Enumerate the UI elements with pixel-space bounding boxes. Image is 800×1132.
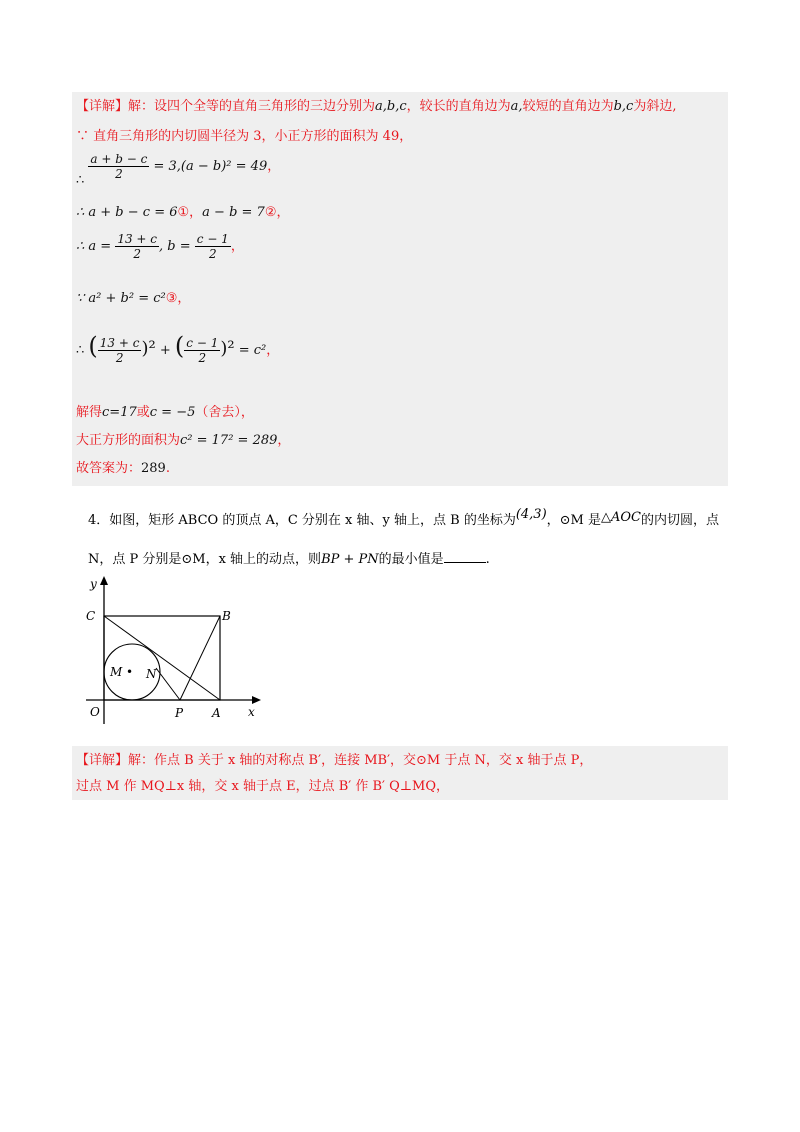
equation-2: a − b = 7 bbox=[202, 205, 265, 220]
solution-line-7 bbox=[76, 332, 280, 365]
answer-value: 289 bbox=[141, 461, 166, 476]
line-np bbox=[156, 668, 180, 700]
text: 为斜边, bbox=[633, 99, 677, 114]
text: 4．如图，矩形 ABCO 的顶点 A，C 分别在 x 轴、y 轴上，点 B 的坐标为 bbox=[88, 513, 516, 528]
text: ，较长的直角边为 bbox=[406, 99, 511, 114]
fraction-num: 13 + c bbox=[99, 336, 140, 350]
comma: ， bbox=[230, 239, 244, 254]
question-line-2 bbox=[88, 550, 490, 569]
circled-1: ① bbox=[177, 205, 190, 220]
equation: = c² bbox=[238, 343, 267, 358]
math-b: b, bbox=[613, 99, 627, 114]
fraction-den: 2 bbox=[115, 351, 124, 365]
comma: ， bbox=[177, 291, 191, 306]
circled-3: ③ bbox=[165, 291, 178, 306]
text: 的内切圆，点 bbox=[641, 513, 720, 528]
solution-line-8 bbox=[76, 404, 254, 422]
solution-line-10 bbox=[76, 460, 170, 478]
text: 大正方形的面积为 bbox=[76, 433, 181, 448]
math-a: a, bbox=[510, 99, 523, 114]
fraction-den: 2 bbox=[208, 247, 217, 261]
coords: (4,3) bbox=[515, 507, 547, 522]
label-c: C bbox=[86, 609, 96, 623]
fraction-num: c − 1 bbox=[186, 336, 219, 350]
solution2-line-2: 过点 M 作 MQ⊥x 轴，交 x 轴于点 E，过点 B′ 作 B′ Q⊥MQ， bbox=[76, 779, 449, 794]
equation: c² = 17² = 289 bbox=[180, 433, 278, 448]
equation: = 3,(a − b)² = 49 bbox=[153, 159, 268, 174]
triangle: △AOC bbox=[601, 510, 641, 525]
label-a: A bbox=[212, 706, 221, 720]
text: 解：设四个全等的直角三角形的三边分别为 bbox=[128, 99, 376, 114]
solution-line-1 bbox=[76, 98, 676, 116]
y-axis-arrow bbox=[100, 576, 108, 585]
equation-1: ∴ a + b − c = 6 bbox=[76, 205, 178, 220]
solution-line-2: ∵ 直角三角形的内切圆半径为 3，小正方形的面积为 49， bbox=[76, 129, 413, 144]
solution-block bbox=[72, 92, 728, 486]
text: . bbox=[485, 552, 490, 567]
text: （舍去） bbox=[195, 405, 241, 420]
paren-close: )² bbox=[141, 338, 156, 359]
therefore-symbol: ∴ bbox=[76, 343, 85, 358]
fraction-2 bbox=[184, 336, 220, 365]
solution2-line-1 bbox=[76, 752, 592, 770]
equation-mid: , b = bbox=[159, 239, 191, 254]
text: ， bbox=[277, 433, 291, 448]
equation-start: ∴ a = bbox=[76, 239, 112, 254]
label-n: N bbox=[146, 667, 157, 681]
label-y: y bbox=[90, 577, 97, 591]
fraction-den: 2 bbox=[198, 351, 207, 365]
fraction-1 bbox=[98, 336, 142, 365]
label-x: x bbox=[248, 705, 255, 719]
solution-block-2 bbox=[72, 746, 728, 800]
solution-line-4 bbox=[76, 204, 290, 222]
text: ， bbox=[240, 405, 254, 420]
solution-line-5 bbox=[76, 232, 244, 261]
paren-open: ( bbox=[174, 332, 185, 360]
equation: ∵ a² + b² = c² bbox=[76, 291, 166, 306]
fraction-num: 13 + c bbox=[117, 232, 158, 246]
text: 较短的直角边为 bbox=[522, 99, 614, 114]
expression: BP + PN bbox=[321, 552, 379, 567]
label-p: P bbox=[175, 706, 184, 720]
label-o: O bbox=[90, 705, 100, 719]
question-line-1 bbox=[88, 506, 719, 530]
x-axis-arrow bbox=[252, 696, 261, 704]
solution-line-9 bbox=[76, 432, 290, 450]
text: 或 bbox=[136, 405, 150, 420]
text: 解：作点 B 关于 x 轴的对称点 B′，连接 MB′，交⊙M 于点 N，交 x 轴于点 P， bbox=[128, 753, 593, 768]
text: 解得 bbox=[76, 405, 103, 420]
plus-sign: + bbox=[159, 343, 171, 358]
comma: ， bbox=[267, 159, 281, 174]
text: N，点 P 分别是⊙M，x 轴上的动点，则 bbox=[88, 552, 322, 567]
paren-close: )² bbox=[220, 338, 235, 359]
equation-2: c = −5 bbox=[149, 405, 196, 420]
fraction-num: c − 1 bbox=[196, 232, 229, 246]
text: ，⊙M 是 bbox=[546, 513, 601, 528]
math-c: c bbox=[626, 99, 634, 114]
fraction-den: 2 bbox=[115, 167, 123, 181]
comma: ， bbox=[266, 343, 280, 358]
solution-line-3 bbox=[76, 152, 280, 190]
fraction bbox=[88, 152, 149, 181]
paren-open: ( bbox=[88, 332, 98, 360]
fraction-den: 2 bbox=[133, 247, 141, 261]
detail-tag: 【详解】 bbox=[76, 99, 129, 114]
equation-1: c=17 bbox=[102, 405, 137, 420]
text: 的最小值是 bbox=[378, 552, 444, 567]
text: . bbox=[165, 461, 170, 476]
comma: ， bbox=[276, 205, 290, 220]
line-pb bbox=[180, 616, 220, 700]
label-b: B bbox=[222, 609, 231, 623]
diagonal-ca bbox=[104, 616, 220, 700]
fraction-1 bbox=[115, 232, 159, 261]
text: 故答案为： bbox=[76, 461, 142, 476]
geometry-figure bbox=[80, 572, 270, 732]
therefore-symbol: ∴ bbox=[76, 173, 85, 188]
separator: ， bbox=[189, 205, 203, 220]
solution-line-6 bbox=[76, 290, 190, 308]
math-vars: a,b,c bbox=[375, 99, 407, 114]
label-m: M bbox=[110, 665, 123, 679]
circled-2: ② bbox=[264, 205, 277, 220]
fraction-num: a + b − c bbox=[90, 152, 148, 166]
fraction-2 bbox=[195, 232, 231, 261]
label-m-dot: • bbox=[126, 665, 134, 679]
detail-tag: 【详解】 bbox=[76, 753, 129, 768]
answer-blank[interactable] bbox=[444, 550, 486, 563]
